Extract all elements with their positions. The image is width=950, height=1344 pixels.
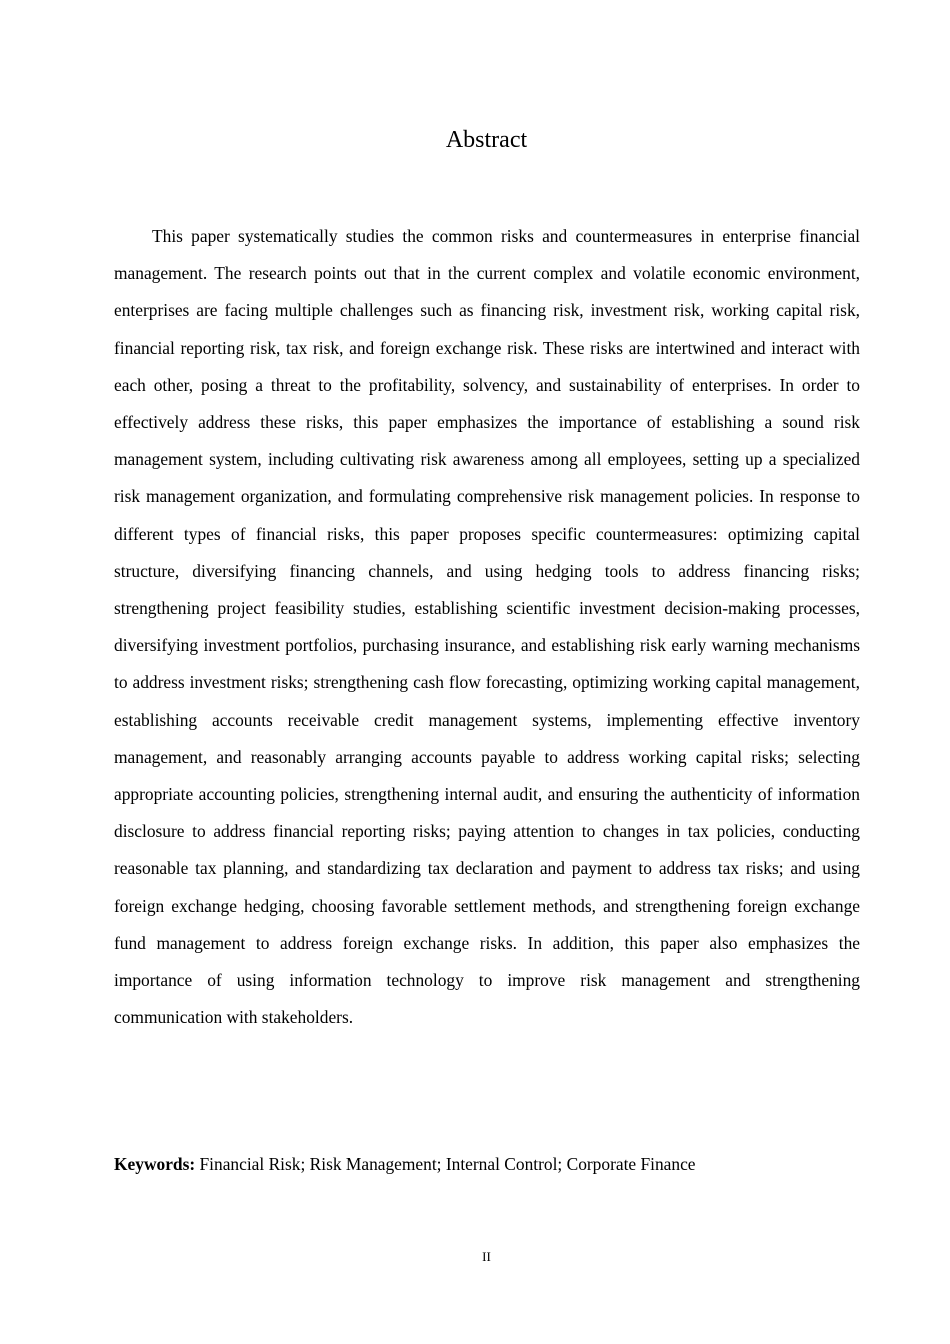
page-title: Abstract <box>445 127 528 153</box>
keywords-value: Financial Risk; Risk Management; Internal Control; Corporate Finance <box>199 1154 696 1174</box>
page-number: II <box>482 1249 491 1264</box>
abstract-body: This paper systematically studies the common risks and countermeasures in enterprise financial management. The research points out that in the current complex and volatile economic environment, enterprises are facing multiple challenges such as financing risk, investment risk, working capital risk, financial reporting risk, tax risk, and foreign exchange risk. These risks are intertwined and interact with each other, posing a threat to the profitability, solvency, and sustainability of enterprises. In order to effectively address these risks, this paper emphasizes the importance of establishing a sound risk management system, including cultivating risk awareness among all employees, setting up a specialized risk management organization, and formulating comprehensive risk management policies. In response to different types of financial risks, this paper proposes specific countermeasures: optimizing capital structure, diversifying financing channels, and using hedging tools to address financing risks; strengthening project feasibility studies, establishing scientific investment decision-making processes, diversifying investment portfolios, purchasing insurance, and establishing risk early warning mechanisms to address investment risks; strengthening cash flow forecasting, optimizing working capital management, establishing accounts receivable credit management systems, implementing effective inventory management, and reasonably arranging accounts payable to address working capital risks; selecting appropriate accounting policies, strengthening internal audit, and ensuring the authenticity of information disclosure to address financial reporting risks; paying attention to changes in tax policies, conducting reasonable tax planning, and standardizing tax declaration and payment to address tax risks; and using foreign exchange hedging, choosing favorable settlement methods, and strengthening foreign exchange fund management to address foreign exchange risks. In addition, this paper also emphasizes the importance of using information technology to improve risk management and strengthening communication with stakeholders. <box>114 226 860 1028</box>
keywords-line <box>114 1146 860 1182</box>
keywords-label: Keywords: <box>114 1154 196 1174</box>
